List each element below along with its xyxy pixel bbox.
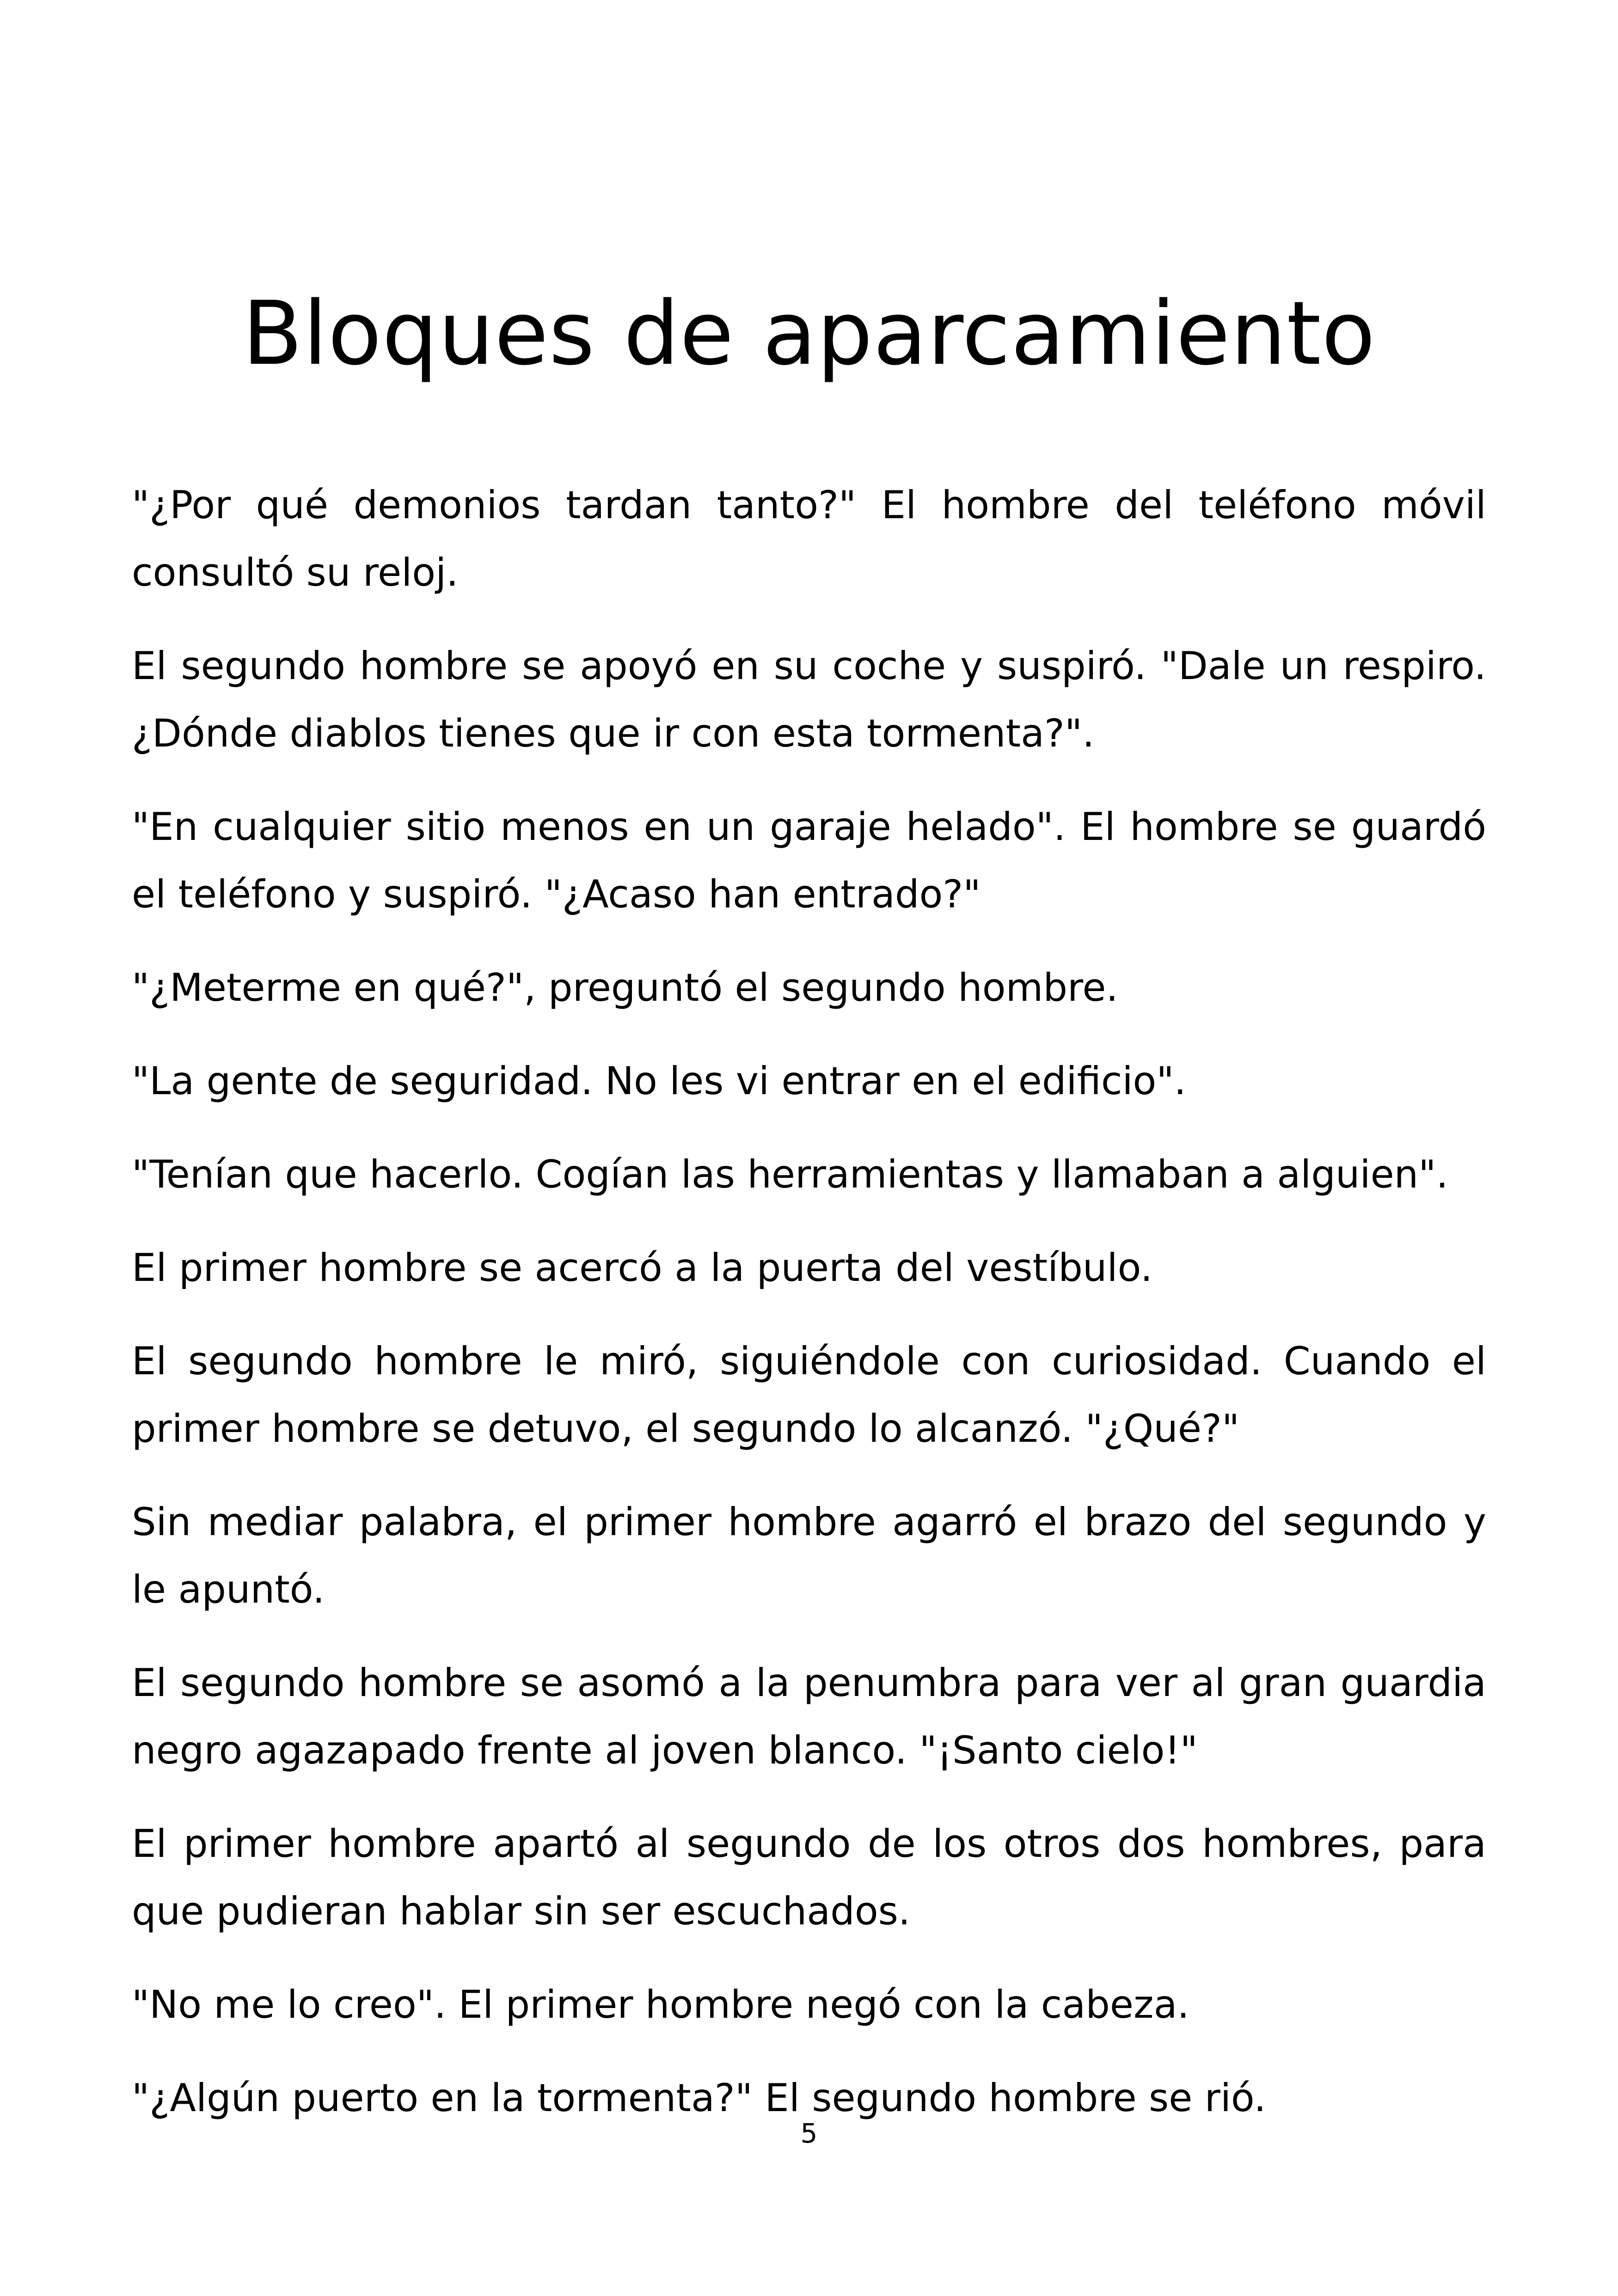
paragraph: "La gente de seguridad. No les vi entrar en el edificio". — [132, 1059, 1186, 1103]
page-number: 5 — [800, 2118, 818, 2149]
page-title: Bloques de aparcamiento — [242, 282, 1376, 385]
paragraph: "Tenían que hacerlo. Cogían las herramientas y llamaban a alguien". — [132, 1152, 1448, 1197]
paragraph: El segundo hombre se asomó a la penumbra para ver al gran guardia negro agazapado frente al joven blanco. "¡Santo cielo!" — [132, 1660, 1486, 1773]
body-text — [132, 471, 1486, 2158]
paragraph: Sin mediar palabra, el primer hombre agarró el brazo del segundo y le apuntó. — [132, 1500, 1486, 1612]
paragraph: "No me lo creo". El primer hombre negó con la cabeza. — [132, 1982, 1189, 2027]
paragraph: "¿Algún puerto en la tormenta?" El segundo hombre se rió. — [132, 2076, 1266, 2120]
paragraph: El segundo hombre le miró, siguiéndole con curiosidad. Cuando el primer hombre se detuvo, el segundo lo alcanzó. "¿Qué?" — [132, 1339, 1486, 1451]
paragraph: El primer hombre se acercó a la puerta del vestíbulo. — [132, 1245, 1153, 1290]
paragraph: El segundo hombre se apoyó en su coche y suspiró. "Dale un respiro. ¿Dónde diablos tienes que ir con esta tormenta?". — [132, 643, 1486, 756]
paragraph: "¿Meterme en qué?", preguntó el segundo hombre. — [132, 965, 1118, 1010]
paragraph: "En cualquier sitio menos en un garaje helado". El hombre se guardó el teléfono y suspiró. "¿Acaso han entrado?" — [132, 804, 1486, 917]
paragraph: "¿Por qué demonios tardan tanto?" El hombre del teléfono móvil consultó su reloj. — [132, 483, 1486, 595]
paragraph: El primer hombre apartó al segundo de los otros dos hombres, para que pudieran hablar sin ser escuchados. — [132, 1821, 1486, 1934]
